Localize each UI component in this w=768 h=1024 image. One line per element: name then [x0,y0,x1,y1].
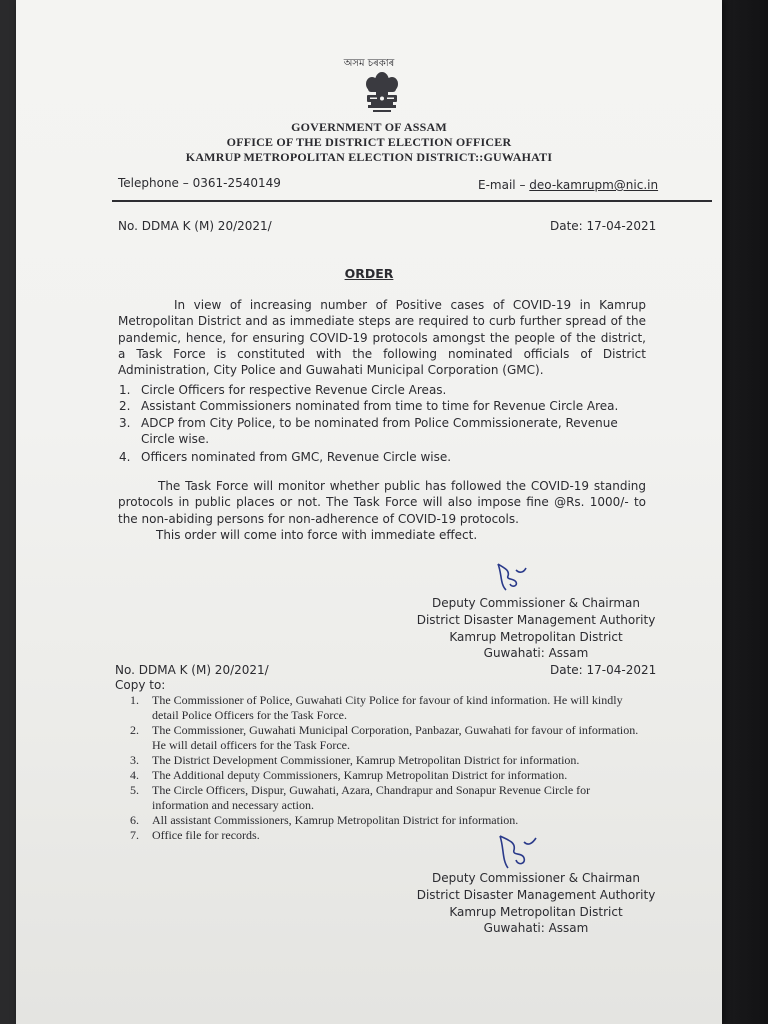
signatory-title: Deputy Commissioner & Chairman [431,871,641,885]
signature-mark [494,828,540,872]
intro-text: In view of increasing number of Positive cases of COVID-19 in Kamrup Metropolitan District and as immediate steps are required to curb further spread of the pandemic, hence, for ensuring COVID-19 protocols amongst the people of the district, a Task Force is constituted with the following nominated officials of District Administration, City Police and Guwahati Municipal Corporation (GMC). [118,298,646,378]
signatory-place: Guwahati: Assam [483,921,589,936]
reference-number: No. DDMA K (M) 20/2021/ [118,219,272,233]
email-line [478,178,658,192]
list-item-text: The Commissioner, Guwahati Municipal Corporation, Panbazar, Guwahati for favour of information. He will detail officers for the Task Force. [152,723,639,752]
list-item [116,828,646,843]
list-item-number: 1. [130,693,139,707]
list-item [119,415,649,448]
list-item [116,693,646,723]
letterhead-assamese: অসম চৰকাৰ [343,58,395,69]
list-item-text: The District Development Commissioner, Kamrup Metropolitan District for information. [152,753,580,767]
signatory-authority: District Disaster Management Authority [416,887,656,902]
effect-text: This order will come into force with immediate effect. [156,527,478,542]
signatory-district: Kamrup Metropolitan District [449,904,623,919]
letterhead-office: OFFICE OF THE DISTRICT ELECTION OFFICER [226,135,512,149]
signatory-place: Guwahati: Assam [483,646,589,661]
header-divider [112,200,712,202]
order-title: ORDER [344,266,394,281]
list-item [119,398,649,414]
signatory-block-2 [396,870,676,937]
list-item-number: 7. [130,828,139,842]
list-item-text: The Additional deputy Commissioners, Kamrup Metropolitan District for information. [152,768,568,782]
list-item-text: ADCP from City Police, to be nominated from Police Commissionerate, Revenue Circle wise. [141,415,618,446]
list-item-number: 1. [119,383,131,397]
list-item-number: 4. [119,450,131,465]
list-item [116,768,646,783]
list-item-number: 4. [130,768,139,782]
list-item-number: 2. [130,723,139,737]
list-item-number: 3. [130,753,139,767]
document-page [16,0,722,1024]
list-item-number: 2. [119,399,131,414]
list-item-text: Office file for records. [152,828,260,842]
national-emblem-icon [359,70,405,120]
email-label: E-mail – [478,178,530,192]
list-item [116,813,646,828]
list-item [116,753,646,768]
list-item [116,783,646,813]
list-item-text: All assistant Commissioners, Kamrup Metropolitan District for information. [152,813,519,827]
signatory-block [396,595,676,662]
list-item-text: The Commissioner of Police, Guwahati City Police for favour of kind information. He will kindly detail Police Officers for the Task Force. [152,693,623,722]
email-address[interactable]: deo-kamrupm@nic.in [529,178,659,192]
signatory-authority: District Disaster Management Authority [416,612,656,627]
signatory-district: Kamrup Metropolitan District [449,629,623,644]
monitor-paragraph [118,478,646,543]
intro-paragraph [118,297,646,378]
task-force-list [119,382,649,465]
list-item [119,382,649,398]
copy-date: Date: 17-04-2021 [550,663,657,677]
list-item-number: 6. [130,813,139,827]
list-item-text: Officers nominated from GMC, Revenue Circle wise. [141,450,452,465]
monitor-text: The Task Force will monitor whether public has followed the COVID-19 standing protocols in public places or not. The Task Force will also impose fine @Rs. 1000/- to the non-abiding persons for non-adherence of COVID-19 protocols. [118,479,646,526]
order-date: Date: 17-04-2021 [550,219,657,233]
list-item-text: The Circle Officers, Dispur, Guwahati, Azara, Chandrapur and Sonapur Revenue Circle for information and necessary action. [152,783,591,812]
copy-reference-number: No. DDMA K (M) 20/2021/ [115,663,269,677]
signatory-title: Deputy Commissioner & Chairman [431,596,641,610]
copy-to-label: Copy to: [115,678,166,692]
list-item [116,723,646,753]
list-item-number: 3. [119,415,131,430]
copy-to-list [116,693,646,843]
letterhead-district: KAMRUP METROPOLITAN ELECTION DISTRICT::GUWAHATI [185,150,553,164]
list-item [119,449,649,465]
telephone-number: Telephone – 0361-2540149 [118,176,281,190]
list-item-text: Assistant Commissioners nominated from time to time for Revenue Circle Area. [141,399,619,414]
letterhead-government: GOVERNMENT OF ASSAM [291,120,447,134]
list-item-number: 5. [130,783,139,797]
list-item-text: Circle Officers for respective Revenue Circle Areas. [141,383,447,397]
signature-mark [490,560,532,594]
